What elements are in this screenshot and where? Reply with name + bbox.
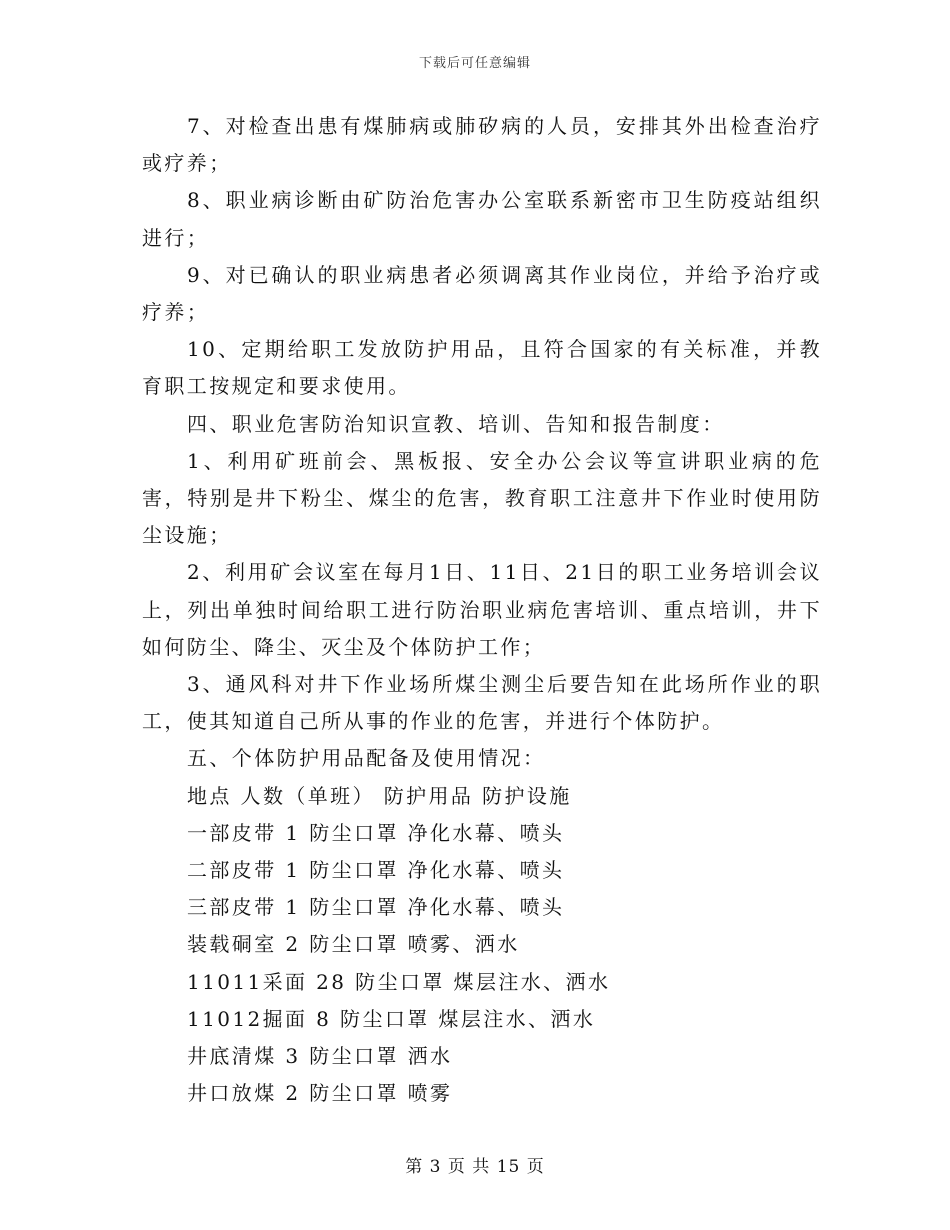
paragraph-training-3: 3、通风科对井下作业场所煤尘测尘后要告知在此场所作业的职工，使其知道自己所从事的作业的危害，并进行个体防护。 [142,672,822,734]
table-row: 二部皮带 1 防尘口罩 净化水幕、喷头 [187,858,565,883]
page-header: 下载后可任意编辑 [418,56,531,71]
table-row: 井底清煤 3 防尘口罩 洒水 [187,1044,453,1069]
section-heading-4: 四、职业危害防治知识宣教、培训、告知和报告制度： [187,411,725,436]
document-body [142,108,822,1112]
section-heading-5: 五、个体防护用品配备及使用情况： [187,746,546,771]
paragraph-item-7: 7、对检查出患有煤肺病或肺矽病的人员，安排其外出检查治疗或疗养； [142,114,822,176]
paragraph-training-1: 1、利用矿班前会、黑板报、安全办公会议等宣讲职业病的危害，特别是井下粉尘、煤尘的危害，教育职工注意井下作业时使用防尘设施； [142,448,822,548]
protection-table [142,778,822,1113]
table-row: 11012掘面 8 防尘口罩 煤层注水、洒水 [187,1006,596,1031]
table-row: 装载硐室 2 防尘口罩 喷雾、洒水 [187,932,520,957]
paragraph-item-9: 9、对已确认的职业病患者必须调离其作业岗位，并给予治疗或疗养； [142,262,822,325]
paragraph-item-10: 10、定期给职工发放防护用品，且符合国家的有关标准，并教育职工按规定和要求使用。 [142,337,822,399]
table-row: 井口放煤 2 防尘口罩 喷雾 [187,1081,453,1106]
paragraph-item-8: 8、职业病诊断由矿防治危害办公室联系新密市卫生防疫站组织进行； [142,188,822,250]
table-row: 一部皮带 1 防尘口罩 净化水幕、喷头 [187,820,565,845]
table-row: 三部皮带 1 防尘口罩 净化水幕、喷头 [187,895,565,920]
paragraph-training-2: 2、利用矿会议室在每月1日、11日、21日的职工业务培训会议上，列出单独时间给职工进行防治职业病危害培训、重点培训，井下如何防尘、降尘、灭尘及个体防护工作； [142,560,822,659]
table-row: 11011采面 28 防尘口罩 煤层注水、洒水 [187,969,611,994]
page-number: 第 3 页 共 15 页 [405,1157,545,1177]
table-header-line: 地点 人数（单班） 防护用品 防护设施 [187,783,572,808]
